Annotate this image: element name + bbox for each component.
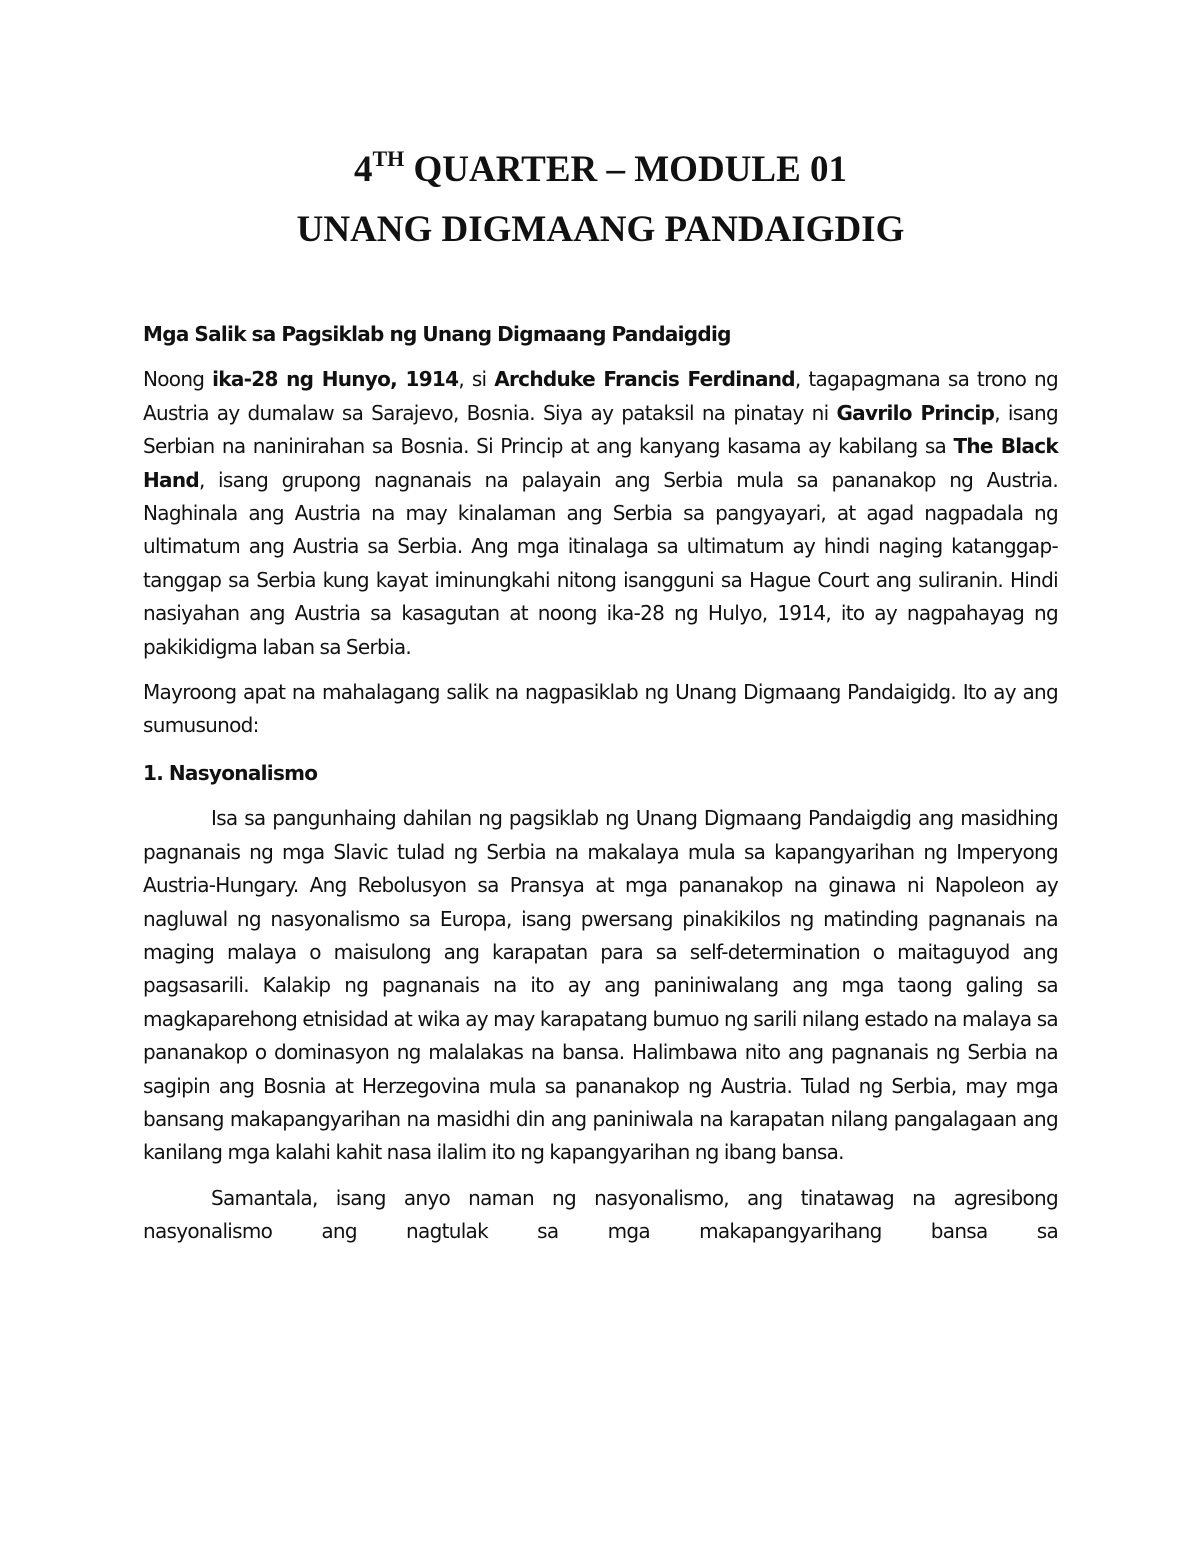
factors-intro-paragraph: Mayroong apat na mahalagang salik na nagpasiklab ng Unang Digmaang Pandaigidg. Ito ay ang sumusunod: <box>143 680 1058 738</box>
title-line-1 <box>131 140 1070 200</box>
intro-archduke: Archduke Francis Ferdinand <box>494 367 795 392</box>
factor-heading-nasyonalismo: 1. Nasyonalismo <box>143 760 318 785</box>
title-quarter-module: QUARTER – MODULE 01 <box>404 149 847 190</box>
section-heading: Mga Salik sa Pagsiklab ng Unang Digmaang Pandaigdig <box>143 322 731 346</box>
intro-text-3: , tagapagmana sa trono ng Austria ay dumalaw sa Sarajevo, Bosnia. Siya ay pataksil na pinatay ni <box>143 367 1058 425</box>
document-body <box>143 318 1058 1249</box>
title-number: 4 <box>353 149 373 190</box>
intro-princip: Gavrilo Princip <box>836 400 995 425</box>
intro-date: ika-28 ng Hunyo, 1914 <box>212 367 459 392</box>
intro-black-hand: The Black Hand <box>143 434 1058 492</box>
intro-text-4: , isang Serbian na naninirahan sa Bosnia. Si Princip at ang kanyang kasama ay kabilang sa <box>143 400 1058 459</box>
module-title <box>131 140 1070 260</box>
title-line-2: UNANG DIGMAANG PANDAIGDIG <box>296 209 905 250</box>
intro-text-5: , isang grupong nagnanais na palayain ang Serbia mula sa pananakop ng Austria. Naghinala ang Austria na may kinalaman ang Serbia sa pangyayari, at agad nagpadala ng ultimatum ang Austria sa Serbia. Ang mga itinalaga sa ultimatum ay hindi naging katanggap-tanggap sa Serbia kung kayat iminungkahi nitong isangguni sa Hague Court ang suliranin. Hindi nasiyahan ang Austria sa kasagutan at noong ika-28 ng Hulyo, 1914, ito ay nagpahayag ng pakikidigma laban sa Serbia. <box>143 467 1058 659</box>
intro-text-1: Noong <box>143 367 213 392</box>
nasyonalismo-paragraph-2: Samantala, isang anyo naman ng nasyonalismo, ang tinatawag na agresibong nasyonalismo ang nagtulak sa mga makapangyarihang bansa sa <box>143 1185 1058 1244</box>
intro-paragraph <box>143 363 1058 664</box>
intro-text-2: , si <box>458 367 495 392</box>
document-page <box>143 140 1058 1249</box>
nasyonalismo-paragraph-1: Isa sa pangunhaing dahilan ng pagsiklab ng Unang Digmaang Pandaigdig ang masidhing pagnanais ng mga Slavic tulad ng Serbia na makalaya mula sa kapangyarihan ng Imperyong Austria-Hungary. Ang Rebolusyon sa Pransya at mga pananakop na ginawa ni Napoleon ay nagluwal ng nasyonalismo sa Europa, isang pwersang pinakikilos ng matinding pagnanais na maging malaya o maisulong ang karapatan para sa self-determination o maitaguyod ang pagsasarili. Kalakip ng pagnanais na ito ay ang paniniwalang ang mga taong galing sa magkaparehong etnisidad at wika ay may karapatang bumuo ng sarili nilang estado na malaya sa pananakop o dominasyon ng malalakas na bansa. Halimbawa nito ang pagnanais ng Serbia na sagipin ang Bosnia at Herzegovina mula sa pananakop ng Austria. Tulad ng Serbia, may mga bansang makapangyarihan na masidhi din ang paniniwala na karapatan nilang pangalagaan ang kanilang mga kalahi kahit nasa ilalim ito ng kapangyarihan ng ibang bansa. <box>143 806 1058 1165</box>
title-superscript: TH <box>372 146 405 171</box>
